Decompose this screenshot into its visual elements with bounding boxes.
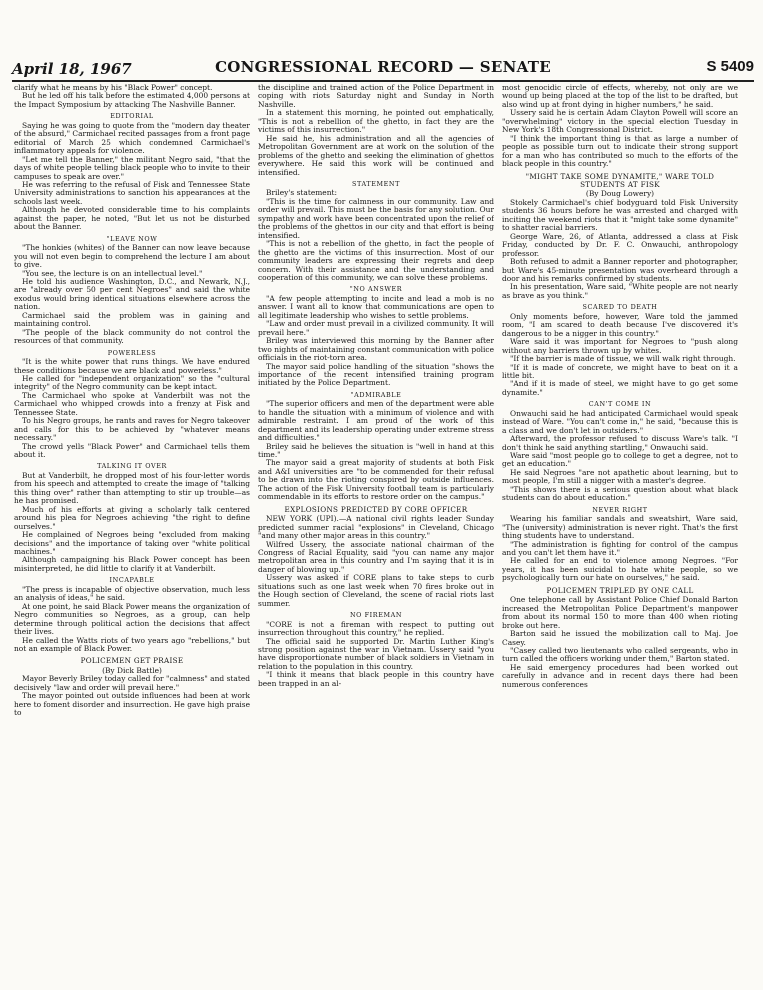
paragraph: But at Vanderbilt, he dropped most of his four-letter words from his speech and attempted to create the image of "talking this thing over" rather than attempting to stir up trouble—as he has promised. bbox=[14, 470, 250, 506]
section-heading: "ADMIRABLE bbox=[350, 390, 402, 399]
paragraph: Only moments before, however, Ware told the jammed room, "I am scared to death because I've discovered it's dangerous to be a nigger in this country." bbox=[502, 311, 738, 338]
paragraph: He said emergency procedures had been worked out carefully in advance and in recent days there had been numerous conferences bbox=[502, 662, 738, 689]
paragraph: "You see, the lecture is on an intellectual level." bbox=[22, 268, 203, 278]
paragraph: The Carmichael who spoke at Vanderbilt was not the Carmichael who whipped crowds into a frenzy at Fisk and Tennessee State. bbox=[14, 390, 250, 417]
paragraph: One telephone call by Assistant Police Chief Donald Barton increased the Metropolitan Police Department's manpower from about its normal 150 to more than 400 when rioting broke out here. bbox=[502, 595, 738, 630]
paragraph: "CORE is not a fireman with respect to putting out insurrection throughout this country," he replied. bbox=[258, 619, 494, 638]
paragraph: "A few people attempting to incite and lead a mob is no answer. I want all to know that communications are open to all legitimate leadership who wishes to settle problems. bbox=[258, 293, 494, 320]
paragraph: "It is the white power that runs things. We have endured these conditions because we are black and powerless." bbox=[14, 357, 250, 375]
paragraph: Wearing his familiar sandals and sweatshirt, Ware said, "The (university) administration is never right. That's the first thing students have to understand. bbox=[502, 514, 738, 541]
paragraph: At one point, he said Black Power means the organization of Negro communities so Negroes, as a group, can help determine through political action the decisions that affect their lives. bbox=[14, 601, 250, 637]
paragraph: "The administration is fighting for control of the campus and you can't let them have it." bbox=[502, 539, 738, 558]
paragraph: "This shows there is a serious question about what black students can do about education." bbox=[502, 484, 738, 503]
section-heading: POLICEMEN GET PRAISE bbox=[80, 656, 184, 666]
paragraph: "If the barrier is made of tissue, we will walk right through. bbox=[510, 354, 736, 364]
page-number: S 5409 bbox=[706, 58, 754, 75]
header-rule bbox=[12, 80, 754, 82]
paragraph: Ussery was asked if CORE plans to take steps to curb situations such as one last week when 70 fires broke out in the Hough section of Cleveland, the scene of racial riots last summer. bbox=[258, 573, 494, 608]
paragraph: NEW YORK (UPI).—A national civil rights leader Sunday predicted summer racial "explosions" in Cleveland, Chicago "and many other major areas in this country." bbox=[258, 514, 494, 541]
paragraph: In a statement this morning, he pointed out emphatically, "This is not a rebellion of the ghetto, in fact they are the victims of this insurrection." bbox=[258, 108, 494, 135]
paragraph: Onwauchi said he had anticipated Carmichael would speak instead of Ware. "You can't come in," he said, "because this is a class and we don't let in outsiders." bbox=[502, 408, 738, 435]
paragraph: The official said he supported Dr. Martin Luther King's strong position against the war in Vietnam. Ussery said "you have disproportionate number of black soldiers in Vietnam in relation to the population in this country. bbox=[258, 636, 494, 671]
byline: (By Dick Battle) bbox=[102, 665, 162, 675]
paragraph: "If it is made of concrete, we might have to beat on it a little bit. bbox=[502, 362, 738, 380]
section-heading: SCARED TO DEATH bbox=[582, 303, 658, 312]
paragraph: In his presentation, Ware said, "White people are not nearly as brave as you think." bbox=[502, 282, 738, 300]
paragraph: Briley said he believes the situation is "well in hand at this time." bbox=[258, 441, 494, 460]
section-heading: NEVER RIGHT bbox=[592, 505, 648, 514]
paragraph: The mayor pointed out outside influences had been at work here to foment disorder and insurrection. He gave high praise to bbox=[14, 691, 250, 718]
paragraph: "I think the important thing is that as large a number of people as possible turn out to indicate their strong support for a man who has contributed so much to the efforts of the black people in this country." bbox=[502, 133, 738, 169]
paragraph: Saying he was going to quote from the "modern day theater of the absurd," Carmichael recited passages from a front page editorial of March 25 which condemned Carmichael's inflammatory appeals for violence. bbox=[14, 120, 250, 156]
paragraph: Much of his efforts at giving a scholarly talk centered around his plea for Negroes achieving "the right to define ourselves." bbox=[14, 504, 250, 531]
section-heading: "LEAVE NOW bbox=[106, 234, 158, 243]
paragraph: Ussery said he is certain Adam Clayton Powell will score an "overwhelming" victory in the special election Tuesday in New York's 18th Congressional District. bbox=[502, 108, 738, 135]
paragraph: "This is not a rebellion of the ghetto, in fact the people of the ghetto are the victims of this insurrection. Most of our community leaders are expressing their regrets and deep concern. With their assistance and the understanding and cooperation of this community, we can solve these problems. bbox=[258, 239, 494, 282]
section-heading: NO FIREMAN bbox=[349, 611, 403, 620]
paragraph: "The honkies (whites) of the Banner can now leave because you will not even begin to comprehend the lecture I am about to give. bbox=[14, 243, 250, 270]
paragraph: The crowd yells "Black Power" and Carmichael tells them about it. bbox=[14, 441, 250, 460]
paragraph: But he led off his talk before the estimated 4,000 persons at the Impact Symposium by attacking The Nashville Banner. bbox=[14, 91, 250, 109]
paragraph: "Casey called two lieutenants who called sergeants, who in turn called the officers working under them," Barton stated. bbox=[502, 646, 738, 664]
paragraph: Carmichael said the problem was in gaining and maintaining control. bbox=[14, 310, 250, 329]
paragraph: "I think it means that black people in this country have been trapped in an al- bbox=[258, 670, 494, 688]
paragraph: Afterward, the professor refused to discuss Ware's talk. "I don't think he said anything startling," Onwauchi said. bbox=[502, 434, 738, 452]
paragraph: Stokely Carmichael's chief bodyguard told Fisk University students 36 hours before he was arrested and charged with inciting the weekend riots that it "might take some dynamite" to shatter racial barriers. bbox=[502, 197, 738, 233]
paragraph: "Let me tell the Banner," the militant Negro said, "that the days of white people telling black people who to invite to their campuses to speak are over." bbox=[14, 154, 250, 181]
section-heading: INCAPABLE bbox=[109, 576, 155, 585]
text-column-3 bbox=[502, 84, 738, 984]
paragraph: Barton said he issued the mobilization call to Maj. Joe Casey. bbox=[502, 629, 738, 647]
text-column-1 bbox=[14, 84, 250, 984]
paragraph: He told his audience Washington, D.C., and Newark, N.J., are "already over 50 per cent Negroes" and said the white exodus would bring identical situations elsewhere across the nation. bbox=[14, 276, 250, 312]
paragraph: To his Negro groups, he rants and raves for Negro takeover and calls for this to be achieved by "whatever means necessary." bbox=[14, 416, 250, 443]
paragraph: Both refused to admit a Banner reporter and photographer, but Ware's 45-minute presentation was overheard through a door and his remarks confirmed by students. bbox=[502, 257, 738, 283]
paragraph: George Ware, 26, of Atlanta, addressed a class at Fisk Friday, conducted by Dr. F. C. Onwauchi, anthropology professor. bbox=[502, 231, 738, 258]
issue-date: April 18, 1967 bbox=[12, 60, 132, 78]
publication-title: CONGRESSIONAL RECORD — SENATE bbox=[215, 58, 551, 76]
section-heading: EDITORIAL bbox=[110, 112, 154, 121]
section-heading: CAN'T COME IN bbox=[588, 400, 652, 409]
paragraph: Mayor Beverly Briley today called for "calmness" and stated decisively "law and order will prevail here." bbox=[14, 674, 250, 692]
paragraph: Although campaigning his Black Power concept has been misinterpreted, he did little to clarify it at Vanderbilt. bbox=[14, 555, 250, 573]
paragraph: The mayor said a great majority of students at both Fisk and A&I universities are "to be commended for their refusal to be drawn into the rioting conspired by outside influences. The action of the Fisk University football team is particularly commendable in its efforts to restore order on the campus." bbox=[258, 458, 494, 502]
section-heading: STATEMENT bbox=[352, 179, 400, 188]
paragraph: "And if it is made of steel, we might have to go get some dynamite." bbox=[502, 379, 738, 397]
section-heading: EXPLOSIONS PREDICTED BY CORE OFFICER bbox=[284, 504, 468, 514]
byline: (By Doug Lowery) bbox=[585, 189, 655, 199]
paragraph: He said he, his administration and all the agencies of Metropolitan Government are at work on the solution of the problems of the ghetto and seeking the elimination of ghettos everywhere. He said this work will be continued and intensified. bbox=[258, 133, 494, 177]
paragraph: He called for "independent organization" so the "cultural integrity" of the Negro community can be kept intact. bbox=[14, 373, 250, 392]
section-heading: "MIGHT TAKE SOME DYNAMITE," WARE TOLD STUDENTS AT FISK bbox=[525, 171, 715, 189]
paragraph: The mayor said police handling of the situation "shows the importance of the recent intensified training program initiated by the Police Department. bbox=[258, 361, 494, 388]
paragraph: Briley's statement: bbox=[266, 188, 337, 198]
paragraph: "The people of the black community do not control the resources of that community. bbox=[14, 327, 250, 346]
section-heading: TALKING IT OVER bbox=[97, 462, 167, 471]
section-heading: POLICEMEN TRIPLED BY ONE CALL bbox=[546, 585, 694, 595]
page-header bbox=[12, 56, 754, 82]
paragraph: He called for an end to violence among Negroes. "For years, it has been suicidal to hate white people, so we psychologically turn our hate on ourselves," he said. bbox=[502, 556, 738, 583]
paragraph: "Law and order must prevail in a civilized community. It will prevail here." bbox=[258, 319, 494, 337]
paragraph: "The superior officers and men of the department were able to handle the situation with a minimum of violence and with admirable restraint. I am proud of the work of this department and its leadership operating under extreme stress and difficulties." bbox=[258, 399, 494, 443]
paragraph: He was referring to the refusal of Fisk and Tennessee State University administrations to sanction his appearances at the schools last week. bbox=[14, 179, 250, 206]
paragraph: "The press is incapable of objective observation, much less an analysis of ideas," he said. bbox=[14, 584, 250, 603]
paragraph: clarify what he means by his "Black Power" concept. bbox=[14, 84, 213, 92]
paragraph: He called the Watts riots of two years ago "rebellions," but not an example of Black Power. bbox=[14, 635, 250, 653]
paragraph: He complained of Negroes being "excluded from making decisions" and the importance of taking over "white political machines." bbox=[14, 530, 250, 557]
paragraph: Ware said "most people go to college to get a degree, not to get an education." bbox=[502, 451, 738, 469]
paragraph: He said Negroes "are not apathetic about learning, but to most people, I'm still a nigger with a master's degree. bbox=[502, 467, 738, 486]
paragraph: the discipline and trained action of the Police Department in coping with riots Saturday night and Sunday in North Nashville. bbox=[258, 84, 494, 109]
paragraph: Although he devoted considerable time to his complaints against the paper, he noted, "But let us not be disturbed about the Banner. bbox=[14, 205, 250, 232]
paragraph: Wilfred Ussery, the associate national chairman of the Congress of Racial Equality, said "you can name any major metropolitan area in this country and I'm saying that it is in danger of blowing up." bbox=[258, 539, 494, 574]
section-heading: "NO ANSWER bbox=[349, 285, 403, 294]
paragraph: Briley was interviewed this morning by the Banner after two nights of maintaining constant communication with police officials in the riot-torn area. bbox=[258, 336, 494, 363]
paragraph: "This is the time for calmness in our community. Law and order will prevail. This must be the basis for any solution. Our sympathy and work have been concentrated upon the relief of the problems of the ghettos in our city and that effort is being intensified. bbox=[258, 196, 494, 240]
paragraph: most genocidic circle of effects, whereby, not only are we wound up being placed at the top of the list to be drafted, but also wind up at front dying in higher numbers," he said. bbox=[502, 84, 738, 109]
text-column-2 bbox=[258, 84, 494, 984]
paragraph: Ware said it was important for Negroes to "push along without any barriers thrown up by whites. bbox=[502, 337, 738, 355]
section-heading: POWERLESS bbox=[107, 348, 157, 357]
